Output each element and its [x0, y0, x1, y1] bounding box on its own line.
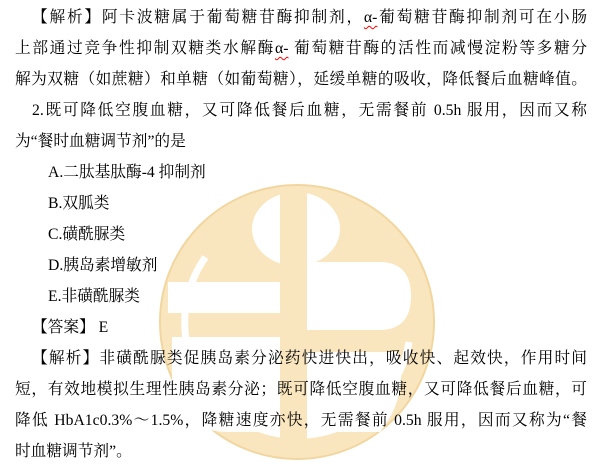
text-run: 【解析】非磺酰脲类促胰岛素分泌药快进快出，吸收快、起效快，作用时间 [32, 350, 587, 367]
text-run: A.二肽基肽酶-4 抑制剂 [48, 164, 206, 181]
text-line [15, 312, 587, 343]
text-line [15, 281, 587, 312]
text-run: C.磺酰脲类 [48, 226, 126, 243]
text-line [15, 2, 587, 33]
text-line [15, 157, 587, 188]
text-run: 葡萄糖苷酶抑制剂可在小肠 [377, 9, 587, 26]
text-line [15, 188, 587, 219]
text-line [15, 95, 587, 126]
text-run: 解为双糖（如蔗糖）和单糖（如葡萄糖），延缓单糖的吸收，降低餐后血糖峰值。 [15, 71, 587, 88]
text-run: 时血糖调节剂”。 [15, 443, 132, 460]
text-run: B.双胍类 [48, 195, 110, 212]
spellcheck-squiggle-text: α- [363, 9, 378, 26]
text-line [15, 33, 587, 64]
text-line [15, 250, 587, 281]
spellcheck-squiggle-text: α- [274, 40, 289, 57]
text-run: 降低 HbA1c0.3%～1.5%，降糖速度亦快，无需餐前 0.5h 服用，因而又称为“餐 [15, 412, 587, 429]
text-line [15, 64, 587, 95]
document-body [15, 2, 587, 467]
text-line [15, 219, 587, 250]
text-line [15, 374, 587, 405]
text-run: D.胰岛素增敏剂 [48, 257, 158, 274]
text-line [15, 436, 587, 467]
text-line [15, 126, 587, 157]
text-run: 上部通过竞争性抑制双糖类水解酶 [15, 40, 275, 57]
text-line [15, 405, 587, 436]
text-run: 【解析】阿卡波糖属于葡萄糖苷酶抑制剂， [32, 9, 364, 26]
text-run: 短，有效地模拟生理性胰岛素分泌；既可降低空腹血糖，又可降低餐后血糖，可 [15, 381, 587, 398]
text-run: 2.既可降低空腹血糖，又可降低餐后血糖，无需餐前 0.5h 服用，因而又称 [32, 102, 587, 119]
text-run: 葡萄糖苷酶的活性而减慢淀粉等多糖分 [288, 40, 587, 57]
text-run: 【答案】 E [32, 319, 109, 336]
text-run: E.非磺酰脲类 [48, 288, 140, 305]
text-line [15, 343, 587, 374]
text-run: 为“餐时血糖调节剂”的是 [15, 133, 186, 150]
